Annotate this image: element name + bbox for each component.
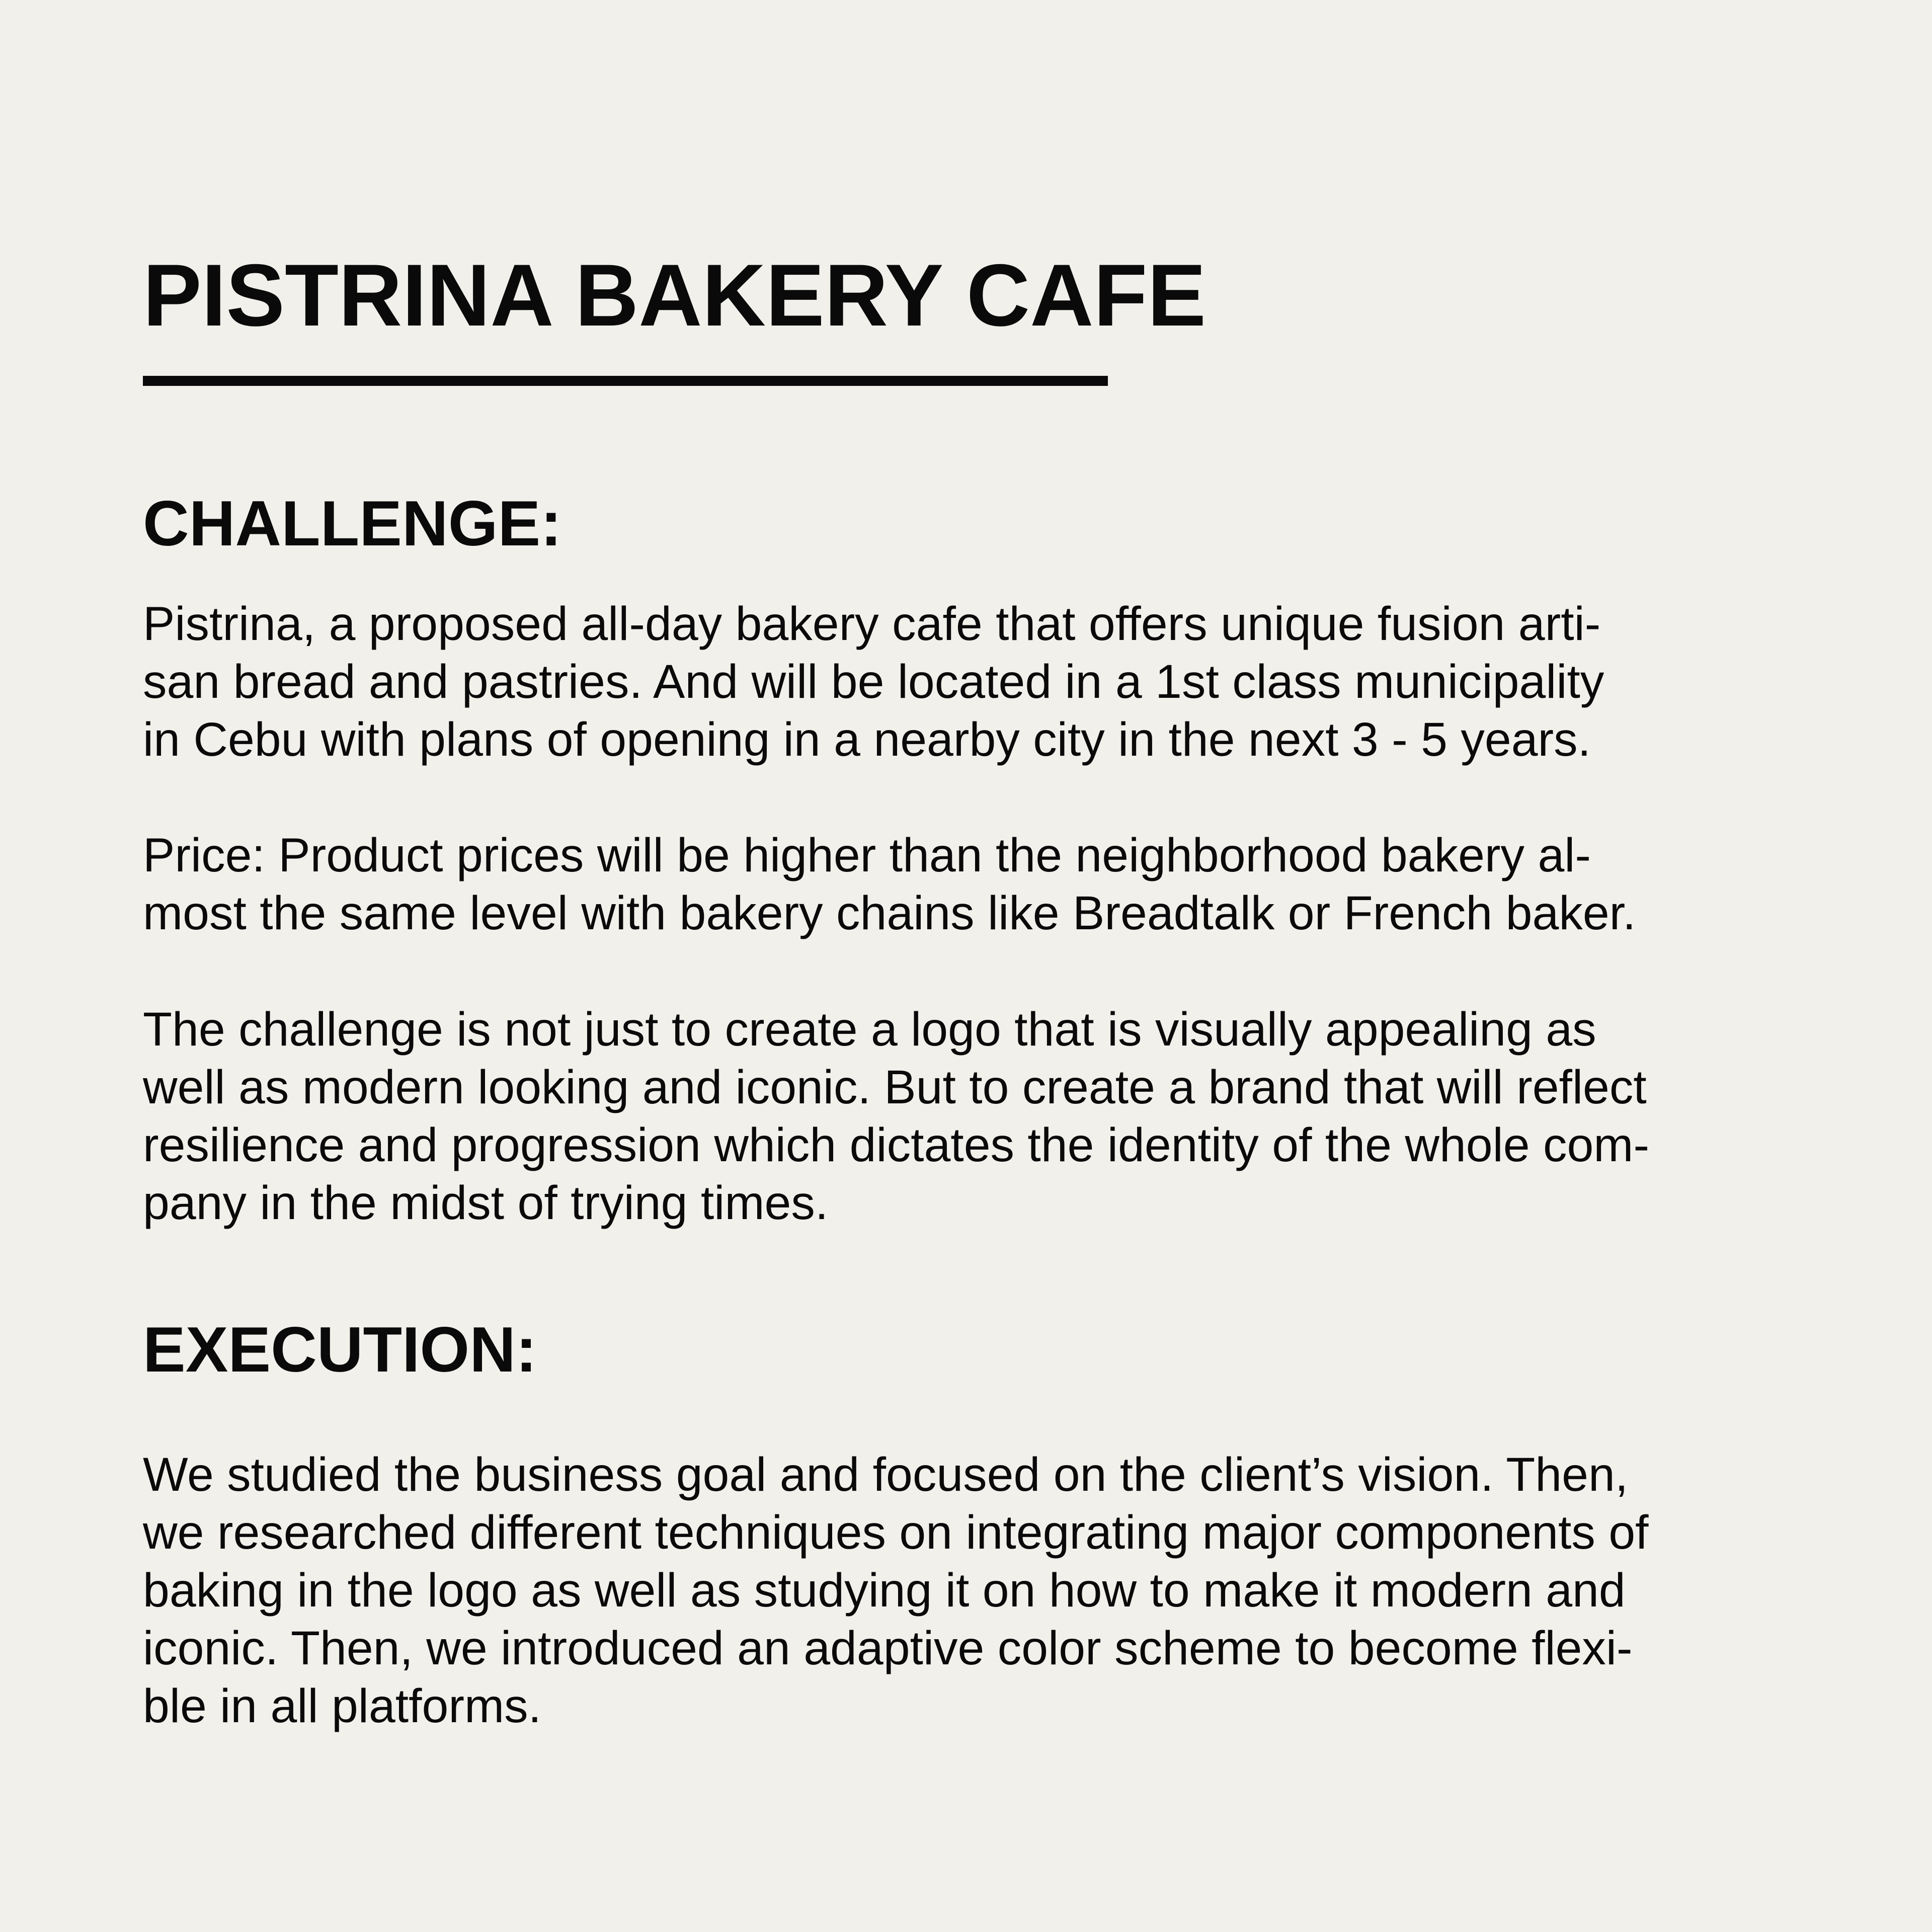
text-line: Price: Product prices will be higher than the neighborhood bakery al- xyxy=(143,829,1591,882)
text-line: Pistrina, a proposed all-day bakery cafe that offers unique fusion arti- xyxy=(143,597,1601,651)
text-line: we researched different techniques on integrating major components of xyxy=(143,1506,1649,1559)
execution-heading: EXECUTION: xyxy=(143,1314,537,1385)
title-underline-divider xyxy=(143,376,1108,386)
text-line: most the same level with bakery chains like Breadtalk or French baker. xyxy=(143,887,1636,940)
execution-paragraph-1 xyxy=(143,1446,1649,1735)
text-line: san bread and pastries. And will be located in a 1st class municipality xyxy=(143,655,1604,708)
text-line: iconic. Then, we introduced an adaptive color scheme to become flexi- xyxy=(143,1622,1633,1675)
challenge-paragraph-1 xyxy=(143,595,1604,769)
challenge-paragraph-2 xyxy=(143,827,1636,942)
text-line: well as modern looking and iconic. But to create a brand that will reflect xyxy=(143,1061,1647,1114)
challenge-heading: CHALLENGE: xyxy=(143,488,562,559)
text-line: ble in all platforms. xyxy=(143,1679,542,1733)
text-line: The challenge is not just to create a logo that is visually appealing as xyxy=(143,1003,1596,1056)
page-title: PISTRINA BAKERY CAFE xyxy=(143,247,1206,345)
challenge-paragraph-3 xyxy=(143,1001,1649,1232)
text-line: We studied the business goal and focused on the client’s vision. Then, xyxy=(143,1448,1629,1501)
text-line: baking in the logo as well as studying it on how to make it modern and xyxy=(143,1564,1626,1617)
text-line: in Cebu with plans of opening in a nearby city in the next 3 - 5 years. xyxy=(143,713,1591,766)
text-line: resilience and progression which dictates the identity of the whole com- xyxy=(143,1118,1650,1172)
text-line: pany in the midst of trying times. xyxy=(143,1176,829,1230)
